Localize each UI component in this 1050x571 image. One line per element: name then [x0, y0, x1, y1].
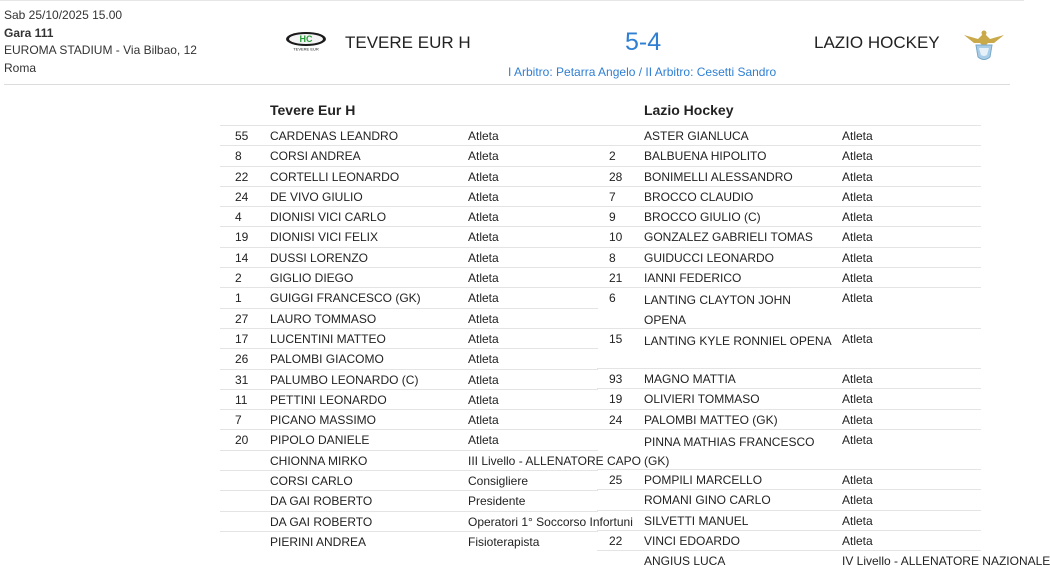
player-role: Operatori 1° Soccorso Infortuni — [468, 514, 633, 529]
roster-row — [220, 166, 598, 186]
player-name: MAGNO MATTIA — [644, 371, 736, 386]
roster-row — [597, 145, 981, 165]
roster-row — [220, 287, 598, 307]
player-name: PETTINI LEONARDO — [270, 392, 387, 407]
player-role: Atleta — [842, 129, 873, 143]
home-logo-text: HC — [299, 34, 313, 44]
player-name: CORSI CARLO — [270, 474, 353, 489]
player-name: LANTING CLAYTON JOHN OPENA — [644, 293, 791, 327]
roster-row — [220, 226, 598, 246]
player-number: 22 — [235, 169, 249, 184]
player-number: 7 — [235, 413, 242, 428]
player-name: DA GAI ROBERTO — [270, 514, 373, 529]
player-name: LANTING KYLE RONNIEL OPENA — [644, 333, 832, 348]
player-name: DIONISI VICI CARLO — [270, 210, 387, 225]
roster-row — [597, 287, 981, 327]
away-team-name: LAZIO HOCKEY — [814, 33, 940, 52]
player-role: III Livello - ALLENATORE CAPO — [468, 453, 641, 468]
player-number: 14 — [235, 250, 249, 265]
player-role: Atleta — [842, 513, 873, 528]
player-name: PIPOLO DANIELE — [270, 433, 370, 448]
match-city: Roma — [4, 60, 37, 75]
roster-row — [597, 530, 981, 550]
player-name: CARDENAS LEANDRO — [270, 129, 399, 143]
roster-row — [597, 328, 981, 368]
roster-row — [220, 145, 598, 165]
roster-row — [220, 409, 598, 429]
player-role: Atleta — [468, 271, 499, 286]
player-number: 7 — [609, 189, 616, 204]
player-role: Atleta — [468, 331, 499, 346]
player-role: Atleta — [468, 352, 499, 367]
roster-row — [597, 226, 981, 246]
player-role: Atleta — [468, 210, 499, 225]
player-name: CHIONNA MIRKO — [270, 453, 368, 468]
player-name: PALOMBI MATTEO (GK) — [644, 412, 778, 427]
home-logo-subtext: TEVERE EUR — [293, 46, 319, 52]
roster-row — [220, 470, 598, 490]
player-number: 6 — [609, 291, 616, 306]
player-name: PALUMBO LEONARDO (C) — [270, 372, 419, 387]
roster-row — [597, 429, 981, 469]
roster-row — [597, 368, 981, 388]
player-role: Atleta — [468, 291, 499, 306]
away-team-title: Lazio Hockey — [644, 102, 734, 118]
player-role: Atleta — [842, 473, 873, 488]
player-name: CORTELLI LEONARDO — [270, 169, 400, 184]
player-role: Atleta — [842, 271, 873, 286]
roster-row — [220, 369, 598, 389]
header-divider — [4, 84, 1010, 85]
player-role: Presidente — [468, 494, 526, 509]
player-role: Atleta — [468, 169, 499, 184]
player-name: GUIGGI FRANCESCO (GK) — [270, 291, 421, 306]
player-number: 27 — [235, 311, 249, 326]
player-role: Atleta — [842, 432, 873, 447]
player-role: Atleta — [468, 413, 499, 428]
player-name: BROCCO GIULIO (C) — [644, 210, 761, 225]
roster-row — [220, 348, 598, 368]
player-role: Atleta — [468, 311, 499, 326]
player-role: Atleta — [842, 250, 873, 265]
player-name: POMPILI MARCELLO — [644, 473, 763, 488]
player-name: GONZALEZ GABRIELI TOMAS — [644, 230, 813, 245]
roster-row — [220, 308, 598, 328]
top-divider — [0, 0, 1024, 1]
player-role: Atleta — [468, 129, 499, 143]
player-number: 31 — [235, 372, 249, 387]
player-role: Atleta — [468, 189, 499, 204]
roster-row — [597, 186, 981, 206]
match-info — [4, 7, 197, 77]
player-name: CORSI ANDREA — [270, 149, 361, 164]
player-name: VINCI EDOARDO — [644, 534, 741, 549]
roster-row — [220, 490, 598, 510]
player-role: Atleta — [468, 149, 499, 164]
player-number: 10 — [609, 230, 623, 245]
player-number: 1 — [235, 291, 242, 306]
player-number: 21 — [609, 271, 623, 286]
player-number: 24 — [609, 412, 623, 427]
player-name: PINNA MATHIAS FRANCESCO (GK) — [644, 434, 815, 469]
roster-row — [220, 450, 641, 470]
match-datetime: Sab 25/10/2025 15.00 — [4, 8, 123, 22]
player-role: Atleta — [842, 230, 873, 245]
roster-row — [220, 531, 598, 551]
roster-row — [220, 511, 633, 531]
home-team-title: Tevere Eur H — [270, 102, 356, 118]
match-venue: EUROMA STADIUM - Via Bilbao, 12 — [4, 43, 197, 57]
roster-row — [597, 166, 981, 186]
roster-row — [597, 409, 981, 429]
roster-row — [597, 388, 981, 408]
roster-row — [597, 267, 981, 287]
player-number: 2 — [609, 149, 616, 164]
player-name: LAURO TOMMASO — [270, 311, 377, 326]
player-role: Atleta — [842, 291, 873, 306]
roster-row — [220, 125, 598, 145]
player-role: Atleta — [842, 331, 873, 346]
player-role: Atleta — [842, 371, 873, 386]
roster-row — [597, 206, 981, 226]
player-name: OLIVIERI TOMMASO — [644, 392, 760, 407]
player-role: Atleta — [842, 493, 873, 508]
player-number: 55 — [235, 129, 249, 143]
player-role: IV Livello - ALLENATORE NAZIONALE — [842, 554, 1050, 569]
player-number: 19 — [235, 230, 249, 245]
player-name: ROMANI GINO CARLO — [644, 493, 771, 508]
player-number: 24 — [235, 189, 249, 204]
roster-row — [597, 510, 981, 530]
player-name: ANGIUS LUCA — [644, 554, 726, 569]
player-number: 19 — [609, 392, 623, 407]
home-team-logo — [285, 31, 327, 51]
player-role: Atleta — [842, 149, 873, 164]
player-role: Atleta — [468, 250, 499, 265]
roster-row — [220, 429, 598, 449]
player-role: Atleta — [468, 392, 499, 407]
roster-row — [220, 389, 598, 409]
referees-link[interactable]: I Arbitro: Petarra Angelo / II Arbitro: Cesetti Sandro — [508, 65, 777, 79]
roster-row — [597, 247, 981, 267]
player-name: DA GAI ROBERTO — [270, 494, 373, 509]
roster-row — [597, 125, 981, 145]
player-name: BROCCO CLAUDIO — [644, 189, 754, 204]
player-number: 25 — [609, 473, 623, 488]
player-number: 8 — [235, 149, 242, 164]
player-role: Atleta — [468, 230, 499, 245]
roster-row — [597, 489, 981, 509]
player-number: 2 — [235, 271, 242, 286]
away-roster — [597, 125, 1050, 571]
player-role: Fisioterapista — [468, 534, 540, 549]
player-role: Atleta — [842, 534, 873, 549]
player-name: SILVETTI MANUEL — [644, 513, 749, 528]
player-name: DE VIVO GIULIO — [270, 189, 363, 204]
player-number: 22 — [609, 534, 623, 549]
roster-row — [220, 328, 598, 348]
player-name: LUCENTINI MATTEO — [270, 331, 386, 346]
player-role: Atleta — [468, 372, 499, 387]
player-number: 20 — [235, 433, 249, 448]
match-score: 5-4 — [625, 28, 662, 56]
player-number: 26 — [235, 352, 249, 367]
player-name: GIGLIO DIEGO — [270, 271, 354, 286]
player-number: 28 — [609, 169, 623, 184]
roster-row — [597, 469, 981, 489]
player-number: 17 — [235, 331, 249, 346]
player-name: DIONISI VICI FELIX — [270, 230, 379, 245]
match-game-number: Gara 111 — [4, 25, 54, 40]
player-name: IANNI FEDERICO — [644, 271, 742, 286]
player-name: BALBUENA HIPOLITO — [644, 149, 767, 164]
player-name: PALOMBI GIACOMO — [270, 352, 384, 367]
player-role: Atleta — [842, 412, 873, 427]
player-name: BONIMELLI ALESSANDRO — [644, 169, 793, 184]
home-team-name: TEVERE EUR H — [345, 33, 471, 52]
player-role: Atleta — [842, 189, 873, 204]
player-role: Consigliere — [468, 474, 529, 489]
roster-row — [220, 206, 598, 226]
player-name: DUSSI LORENZO — [270, 250, 369, 265]
player-number: 15 — [609, 331, 623, 346]
player-role: Atleta — [468, 433, 499, 448]
roster-row — [220, 186, 598, 206]
player-number: 4 — [235, 210, 242, 225]
player-name: GUIDUCCI LEONARDO — [644, 250, 775, 265]
player-number: 11 — [235, 392, 248, 407]
away-team-eagle-logo — [962, 27, 1006, 63]
player-role: Atleta — [842, 392, 873, 407]
player-number: 9 — [609, 210, 616, 225]
player-name: PIERINI ANDREA — [270, 534, 367, 549]
player-role: Atleta — [842, 210, 873, 225]
player-name: ASTER GIANLUCA — [644, 129, 749, 143]
player-number: 8 — [609, 250, 616, 265]
roster-row — [220, 267, 598, 287]
player-number: 93 — [609, 371, 623, 386]
roster-row — [597, 550, 1050, 570]
player-name: PICANO MASSIMO — [270, 413, 377, 428]
player-role: Atleta — [842, 169, 873, 184]
roster-row — [220, 247, 598, 267]
